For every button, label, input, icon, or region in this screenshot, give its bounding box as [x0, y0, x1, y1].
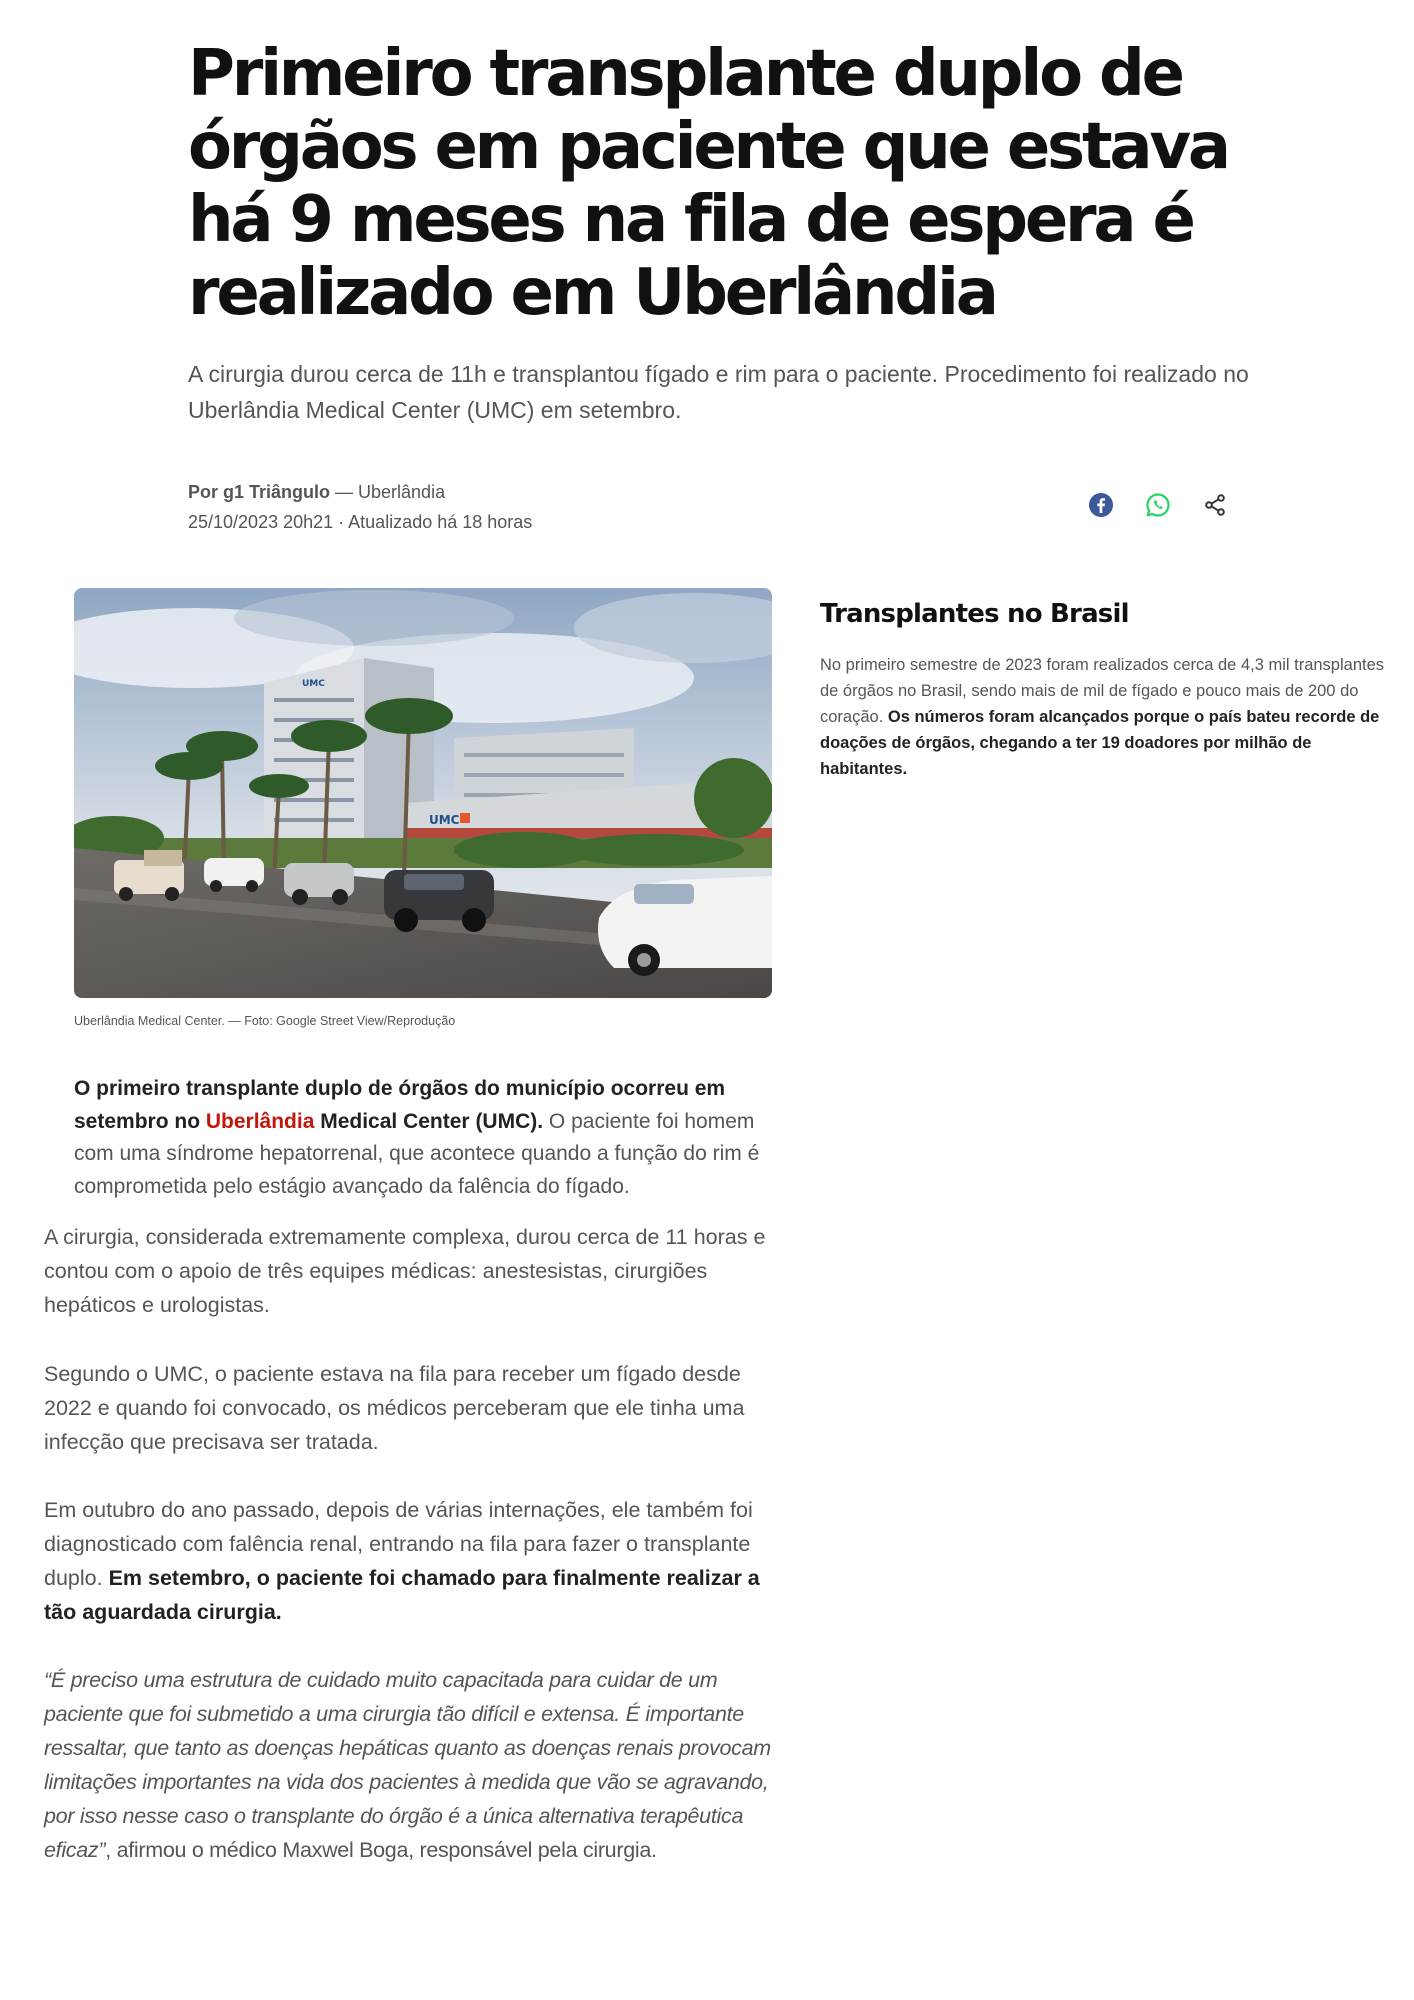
uberlandia-link[interactable]: Uberlândia: [205, 1109, 315, 1133]
updated-time: · Atualizado há 18 horas: [333, 512, 533, 532]
article-subtitle: A cirurgia durou cerca de 11h e transplantou fígado e rim para o paciente. Procedimento foi realizado no Uberlândia Medical Center (UMC) em setembro.: [188, 361, 1249, 423]
whatsapp-icon: [1145, 492, 1171, 518]
paragraph-3-text: Em outubro do ano passado, depois de várias internações, ele também foi diagnosticado com falência renal, entrando na fila para fazer o transplante duplo.: [44, 1498, 753, 1590]
lead-paragraph: [74, 1073, 774, 1203]
street-view-image: [74, 588, 772, 998]
photo-caption: Uberlândia Medical Center. — Foto: Google Street View/Reprodução: [74, 1014, 456, 1028]
lead-bold-1: O primeiro transplante duplo de órgãos do município ocorreu em setembro no: [74, 1077, 726, 1133]
paragraph-1: A cirurgia, considerada extremamente complexa, durou cerca de 11 horas e contou com o apoio de três equipes médicas: anestesistas, cirurgiões hepáticos e urologistas.: [44, 1225, 766, 1317]
sidebar-text: [820, 652, 1392, 782]
sidebar-text-bold: Os números foram alcançados porque o país bateu recorde de doações de órgãos, chegando a ter 19 doadores por milhão de habitantes.: [820, 708, 1380, 778]
byline: [188, 477, 788, 537]
article-photo[interactable]: [74, 588, 772, 998]
share-button[interactable]: [1198, 488, 1232, 522]
quote-attribution: , afirmou o médico Maxwel Boga, responsável pela cirurgia.: [105, 1838, 657, 1862]
sidebar-text-regular: No primeiro semestre de 2023 foram realizados cerca de 4,3 mil transplantes de órgãos no Brasil, sendo mais de mil de fígado e pouco mais de 200 do coração.: [820, 656, 1385, 726]
publish-date: 25/10/2023 20h21: [188, 512, 334, 532]
quote-text: “É preciso uma estrutura de cuidado muito capacitada para cuidar de um paciente que foi submetido a uma cirurgia tão difícil e extensa. É importante ressaltar, que tanto as doenças hepáticas quanto as doenças renais provocam limitações importantes na vida dos pacientes à medida que vão se agravando, por isso nesse caso o transplante do órgão é a única alternativa terapêutica eficaz”: [44, 1668, 771, 1862]
whatsapp-share-button[interactable]: [1141, 488, 1175, 522]
share-icon: [1203, 493, 1227, 517]
paragraph-3: [44, 1493, 784, 1629]
author-link[interactable]: Por g1 Triângulo: [188, 482, 331, 502]
byline-location: — Uberlândia: [330, 482, 446, 502]
paragraph-2: Segundo o UMC, o paciente estava na fila para receber um fígado desde 2022 e quando foi convocado, os médicos perceberam que ele tinha uma infecção que precisava ser tratada.: [44, 1362, 745, 1454]
lead-rest: O paciente foi homem com uma síndrome hepatorrenal, que acontece quando a função do rim é comprometida pelo estágio avançado da falência do fígado.: [74, 1109, 760, 1198]
paragraph-3-bold: Em setembro, o paciente foi chamado para finalmente realizar a tão aguardada cirurgia.: [44, 1566, 760, 1624]
umc-sign-top: UMC: [302, 679, 325, 689]
sidebar-title: Transplantes no Brasil: [820, 599, 1129, 629]
byline-date-line: [188, 507, 788, 537]
lead-bold-2: Medical Center (UMC).: [314, 1109, 544, 1133]
facebook-share-button[interactable]: [1084, 488, 1118, 522]
facebook-icon: [1088, 492, 1114, 518]
quote-paragraph: [44, 1663, 784, 1867]
umc-sign-facade: UMC: [429, 813, 460, 827]
article-title: Primeiro transplante duplo de órgãos em paciente que estava há 9 meses na fila de espera é realizado em Uberlândia: [188, 37, 1228, 330]
byline-author-line: [188, 477, 788, 507]
